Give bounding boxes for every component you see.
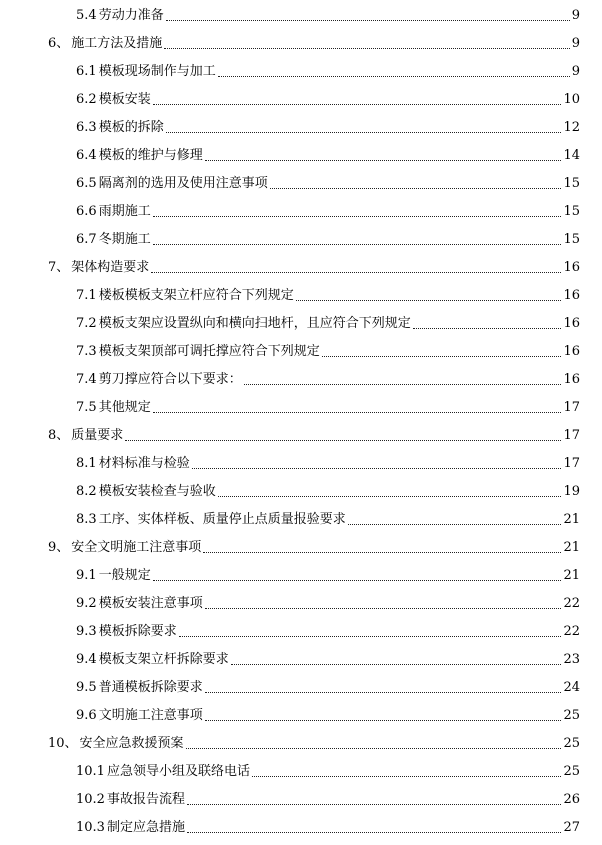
- toc-dot-leader: [187, 832, 561, 833]
- toc-entry-number: 6.4: [76, 148, 97, 163]
- toc-dot-leader: [218, 76, 570, 77]
- toc-dot-leader: [218, 496, 562, 497]
- toc-entry-number: 7.1: [76, 288, 97, 303]
- toc-entry-number: 9.5: [76, 680, 97, 695]
- toc-entry[interactable]: [76, 592, 580, 612]
- toc-entry-number: 6.5: [76, 176, 97, 191]
- toc-entry-number: 7.3: [76, 344, 97, 359]
- toc-dot-leader: [186, 748, 562, 749]
- toc-entry-title: 冬期施工: [98, 232, 151, 247]
- toc-entry-page: 27: [563, 820, 580, 835]
- toc-entry[interactable]: [76, 704, 580, 724]
- toc-entry-page: 21: [563, 568, 580, 583]
- toc-entry-title: 劳动力准备: [98, 8, 164, 23]
- toc-dot-leader: [252, 776, 561, 777]
- toc-entry-title: 安全文明施工注意事项: [71, 540, 202, 555]
- toc-entry-page: 15: [563, 204, 580, 219]
- toc-entry-number: 5.4: [76, 8, 97, 23]
- toc-entry-title: 剪刀撑应符合以下要求：: [98, 372, 242, 387]
- toc-dot-leader: [205, 720, 562, 721]
- toc-entry-page: 15: [563, 176, 580, 191]
- toc-entry-title: 模板的维护与修理: [98, 148, 203, 163]
- toc-entry[interactable]: [48, 32, 580, 52]
- toc-entry-page: 9: [571, 8, 580, 23]
- toc-entry[interactable]: [76, 788, 580, 808]
- toc-entry-title: 一般规定: [98, 568, 151, 583]
- toc-dot-leader: [192, 468, 562, 469]
- toc-entry-title: 架体构造要求: [71, 260, 150, 275]
- toc-dot-leader: [205, 160, 562, 161]
- toc-entry-page: 17: [563, 428, 580, 443]
- toc-dot-leader: [166, 132, 562, 133]
- toc-entry-title: 施工方法及措施: [71, 36, 163, 51]
- toc-entry-title: 质量要求: [71, 428, 124, 443]
- toc-entry[interactable]: [76, 312, 580, 332]
- toc-entry-page: 17: [563, 400, 580, 415]
- toc-entry-number: 7、: [48, 260, 70, 275]
- toc-entry-number: 8.3: [76, 512, 97, 527]
- toc-entry[interactable]: [76, 284, 580, 304]
- toc-entry[interactable]: [76, 200, 580, 220]
- toc-entry[interactable]: [48, 256, 580, 276]
- toc-entry-title: 模板现场制作与加工: [98, 64, 216, 79]
- toc-dot-leader: [166, 20, 570, 21]
- toc-entry[interactable]: [48, 732, 580, 752]
- toc-entry[interactable]: [76, 676, 580, 696]
- toc-entry-number: 9.1: [76, 568, 97, 583]
- toc-entry-number: 7.2: [76, 316, 97, 331]
- toc-entry-page: 25: [563, 764, 580, 779]
- toc-dot-leader: [151, 272, 561, 273]
- toc-entry-number: 10.2: [76, 792, 105, 807]
- toc-entry-title: 模板拆除要求: [98, 624, 177, 639]
- toc-entry[interactable]: [48, 424, 580, 444]
- toc-entry-number: 7.4: [76, 372, 97, 387]
- toc-dot-leader: [153, 216, 562, 217]
- toc-entry[interactable]: [76, 508, 580, 528]
- toc-entry-number: 6.3: [76, 120, 97, 135]
- toc-entry-page: 19: [563, 484, 580, 499]
- toc-entry-page: 22: [563, 624, 580, 639]
- toc-entry-title: 其他规定: [98, 400, 151, 415]
- toc-entry-number: 7.5: [76, 400, 97, 415]
- toc-entry[interactable]: [76, 368, 580, 388]
- toc-entry-number: 6.1: [76, 64, 97, 79]
- toc-entry-number: 6、: [48, 36, 70, 51]
- toc-entry-page: 25: [563, 708, 580, 723]
- toc-dot-leader: [231, 664, 562, 665]
- toc-dot-leader: [296, 300, 562, 301]
- toc-entry-page: 26: [563, 792, 580, 807]
- toc-dot-leader: [125, 440, 561, 441]
- toc-entry-title: 雨期施工: [98, 204, 151, 219]
- toc-entry[interactable]: [76, 88, 580, 108]
- toc-entry-title: 模板安装注意事项: [98, 596, 203, 611]
- toc-entry-number: 8.2: [76, 484, 97, 499]
- toc-entry-page: 17: [563, 456, 580, 471]
- toc-dot-leader: [203, 552, 561, 553]
- toc-entry-number: 6.7: [76, 232, 97, 247]
- toc-entry-page: 23: [563, 652, 580, 667]
- toc-entry-title: 楼板模板支架立杆应符合下列规定: [98, 288, 294, 303]
- toc-entry-number: 9.4: [76, 652, 97, 667]
- toc-dot-leader: [164, 48, 569, 49]
- toc-entry-title: 普通模板拆除要求: [98, 680, 203, 695]
- toc-dot-leader: [348, 524, 562, 525]
- toc-entry-page: 25: [563, 736, 580, 751]
- toc-entry-number: 9.6: [76, 708, 97, 723]
- toc-dot-leader: [322, 356, 562, 357]
- toc-dot-leader: [205, 692, 562, 693]
- toc-entry[interactable]: [76, 396, 580, 416]
- toc-dot-leader: [413, 328, 562, 329]
- toc-entry-page: 24: [563, 680, 580, 695]
- toc-entry-number: 9.3: [76, 624, 97, 639]
- toc-entry[interactable]: [76, 760, 580, 780]
- toc-entry-title: 模板支架顶部可调托撑应符合下列规定: [98, 344, 320, 359]
- toc-entry-page: 9: [571, 36, 580, 51]
- toc-entry-title: 模板安装: [98, 92, 151, 107]
- toc-entry-title: 文明施工注意事项: [98, 708, 203, 723]
- toc-entry-title: 隔离剂的选用及使用注意事项: [98, 176, 268, 191]
- toc-dot-leader: [153, 412, 562, 413]
- toc-dot-leader: [153, 104, 562, 105]
- toc-entry-page: 14: [563, 148, 580, 163]
- toc-entry-page: 15: [563, 232, 580, 247]
- toc-entry[interactable]: [76, 60, 580, 80]
- toc-dot-leader: [153, 244, 562, 245]
- toc-entry[interactable]: [76, 340, 580, 360]
- toc-entry-title: 制定应急措施: [106, 820, 185, 835]
- toc-entry[interactable]: [76, 564, 580, 584]
- toc-entry-title: 模板支架立杆拆除要求: [98, 652, 229, 667]
- toc-entry-page: 16: [563, 344, 580, 359]
- toc-entry-title: 事故报告流程: [106, 792, 185, 807]
- toc-entry-number: 8、: [48, 428, 70, 443]
- toc-entry[interactable]: [48, 536, 580, 556]
- toc-dot-leader: [244, 384, 562, 385]
- toc-entry-title: 安全应急救援预案: [79, 736, 184, 751]
- toc-entry-page: 22: [563, 596, 580, 611]
- toc-entry[interactable]: [76, 480, 580, 500]
- toc-entry[interactable]: [76, 144, 580, 164]
- toc-entry-title: 应急领导小组及联络电话: [106, 764, 250, 779]
- toc-entry[interactable]: [76, 816, 580, 836]
- toc-entry[interactable]: [76, 4, 580, 24]
- toc-entry[interactable]: [76, 116, 580, 136]
- toc-dot-leader: [179, 636, 562, 637]
- toc-entry-title: 模板的拆除: [98, 120, 164, 135]
- toc-entry[interactable]: [76, 648, 580, 668]
- toc-entry[interactable]: [76, 172, 580, 192]
- toc-entry-page: 21: [563, 512, 580, 527]
- toc-entry[interactable]: [76, 452, 580, 472]
- toc-entry-page: 10: [563, 92, 580, 107]
- toc-dot-leader: [270, 188, 562, 189]
- toc-entry-number: 6.6: [76, 204, 97, 219]
- toc-entry-number: 8.1: [76, 456, 97, 471]
- toc-entry-page: 12: [563, 120, 580, 135]
- toc-entry-title: 模板支架应设置纵向和横向扫地杆，且应符合下列规定: [98, 316, 411, 331]
- toc-entry-title: 工序、实体样板、质量停止点质量报验要求: [98, 512, 346, 527]
- toc-entry-number: 10.1: [76, 764, 105, 779]
- toc-entry-title: 模板安装检查与验收: [98, 484, 216, 499]
- toc-entry-number: 10.3: [76, 820, 105, 835]
- toc-entry-title: 材料标准与检验: [98, 456, 190, 471]
- toc-entry-page: 16: [563, 316, 580, 331]
- toc-dot-leader: [153, 580, 562, 581]
- toc-entry-number: 6.2: [76, 92, 97, 107]
- toc-entry-page: 16: [563, 288, 580, 303]
- toc-entry-number: 10、: [48, 736, 78, 751]
- toc-dot-leader: [187, 804, 561, 805]
- toc-entry-page: 9: [571, 64, 580, 79]
- toc-dot-leader: [205, 608, 562, 609]
- toc-entry-page: 16: [563, 260, 580, 275]
- toc-entry[interactable]: [76, 620, 580, 640]
- toc-entry-page: 16: [563, 372, 580, 387]
- toc-entry-page: 21: [563, 540, 580, 555]
- toc-entry[interactable]: [76, 228, 580, 248]
- toc-entry-number: 9.2: [76, 596, 97, 611]
- toc-entry-number: 9、: [48, 540, 70, 555]
